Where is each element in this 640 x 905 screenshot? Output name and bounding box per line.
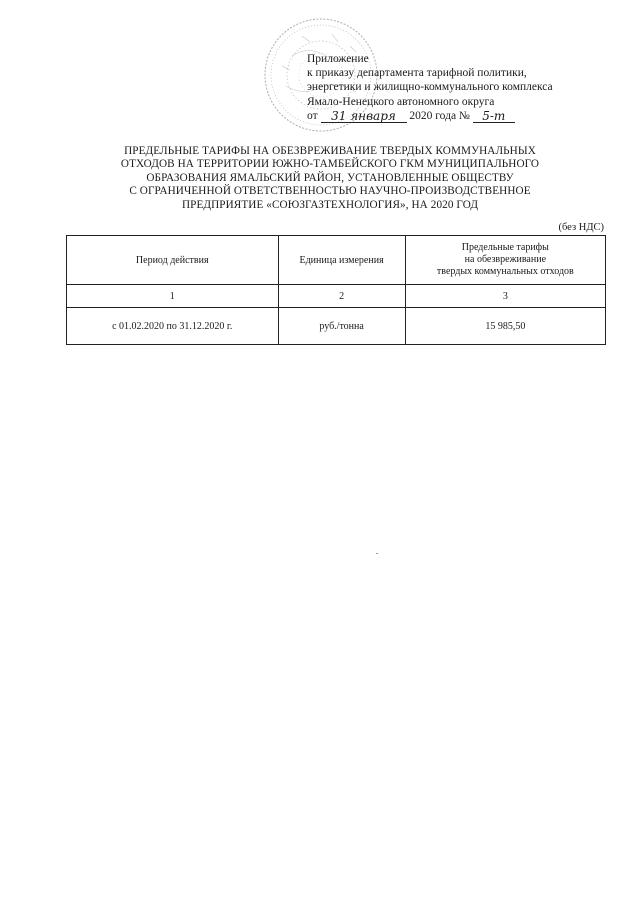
- appendix-order-ref: к приказу департамента тарифной политики,: [307, 67, 527, 80]
- title-line-4: С ОГРАНИЧЕННОЙ ОТВЕТСТВЕННОСТЬЮ НАУЧНО-ПРОИЗВОДСТВЕННОЕ: [129, 185, 531, 198]
- title-line-1: ПРЕДЕЛЬНЫЕ ТАРИФЫ НА ОБЕЗВРЕЖИВАНИЕ ТВЕРДЫХ КОММУНАЛЬНЫХ: [124, 145, 536, 157]
- header-tariff-line-2: на обезвреживание: [464, 254, 547, 265]
- cell-unit: руб./тонна: [278, 308, 405, 345]
- column-number: 1: [67, 285, 279, 308]
- date-suffix: 2020 года №: [409, 109, 470, 122]
- title-line-2: ОТХОДОВ НА ТЕРРИТОРИИ ЮЖНО-ТАМБЕЙСКОГО ГКМ МУНИЦИПАЛЬНОГО: [120, 158, 540, 171]
- date-prefix: от: [307, 109, 318, 122]
- table-header-row: [67, 236, 606, 285]
- table-row: [67, 308, 606, 345]
- column-number: 2: [278, 285, 405, 308]
- handwritten-order-number: 5-т: [482, 109, 506, 124]
- appendix-header: [307, 52, 617, 123]
- handwritten-date: 31 января: [331, 109, 396, 124]
- column-number-row: [67, 285, 606, 308]
- header-period: Период действия: [67, 236, 279, 285]
- appendix-label: Приложение: [307, 53, 369, 65]
- appendix-region: Ямало-Ненецкого автономного округа: [307, 95, 495, 108]
- cell-period: с 01.02.2020 по 31.12.2020 г.: [67, 308, 279, 345]
- appendix-date-row: [307, 109, 617, 123]
- column-number: 3: [405, 285, 605, 308]
- scan-artifact: [376, 553, 378, 554]
- tariff-table: [66, 235, 606, 345]
- document-title: [60, 145, 600, 212]
- header-tariff: [405, 236, 605, 285]
- title-line-5: ПРЕДПРИЯТИЕ «СОЮЗГАЗТЕХНОЛОГИЯ», НА 2020 ГОД: [181, 198, 479, 211]
- title-line-3: ОБРАЗОВАНИЯ ЯМАЛЬСКИЙ РАЙОН, УСТАНОВЛЕННЫЕ ОБЩЕСТВУ: [146, 171, 514, 184]
- header-unit: Единица измерения: [278, 236, 405, 285]
- cell-tariff: 15 985,50: [405, 308, 605, 345]
- header-tariff-line-3: твердых коммунальных отходов: [436, 266, 574, 277]
- vat-note: (без НДС): [558, 222, 604, 233]
- appendix-department: энергетики и жилищно-коммунального комплекса: [307, 81, 553, 94]
- header-tariff-line-1: Предельные тарифы: [461, 242, 549, 253]
